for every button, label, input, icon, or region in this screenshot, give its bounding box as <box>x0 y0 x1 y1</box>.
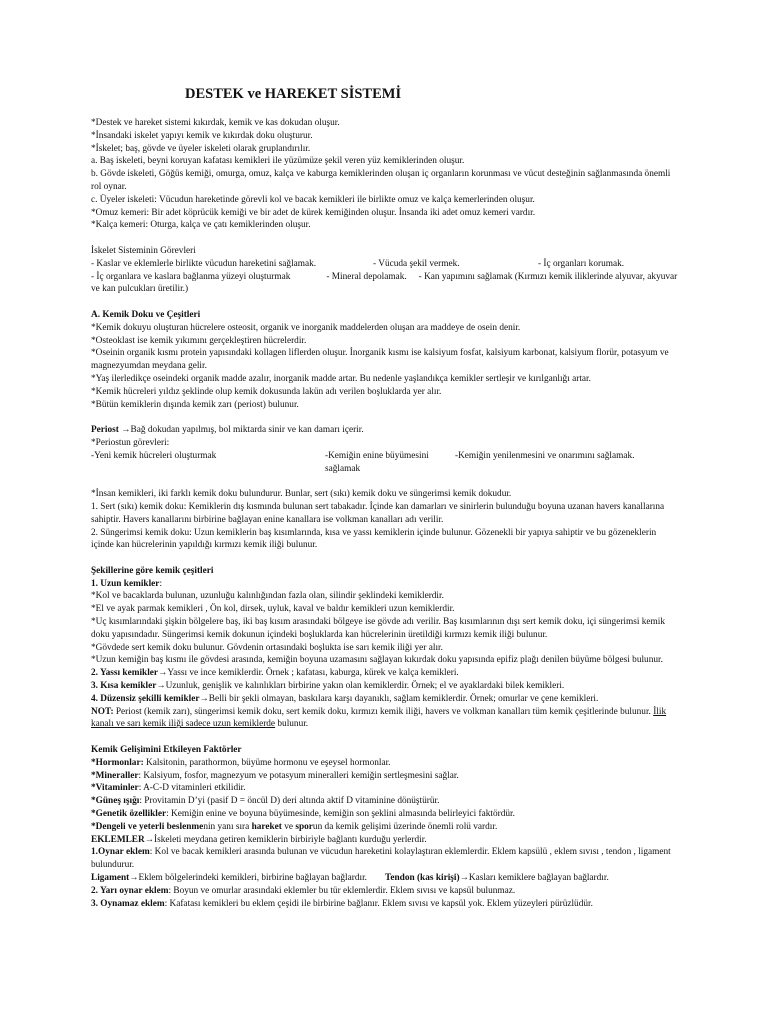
duty-item-b: - Mineral depolamak. <box>326 271 407 282</box>
note-underlined: İlik kanalı ve sarı kemik iliği sadece uzun kemiklerde <box>91 706 667 730</box>
definition: Bağ dokudan yapılmış, bol miktarda sinir ve kan damarı içerir. <box>130 425 364 436</box>
factor-text: Kalsitonin, parathormon, büyüme hormonu ve eşeysel hormonlar. <box>143 757 391 768</box>
paragraph: *Kemik dokuyu oluşturan hücrelere osteosit, organik ve inorganik maddelerden oluşan ara maddeye de osein denir. <box>91 322 521 333</box>
document-title: DESTEK ve HAREKET SİSTEMİ <box>185 86 402 102</box>
paragraph: *Gövdede sert kemik doku bulunur. Gövdenin ortasındaki boşlukta ise sarı kemik iliği yer alır. <box>91 642 443 653</box>
flat-bones-label: 2. Yassı kemikler <box>91 668 159 679</box>
factor-label: *Mineraller <box>91 770 139 781</box>
joint-type-label: 1.Oynar eklem <box>91 847 150 858</box>
factor-text: : Provitamin D’yi (pasif D = öncül D) deri altında aktif D vitaminine dönüştürür. <box>139 796 440 807</box>
term: Periost <box>91 425 119 436</box>
irregular-bones-label: 4. Düzensiz şekilli kemikler <box>91 693 200 704</box>
paragraph: *İskelet; baş, gövde ve üyeler iskeleti olarak gruplandırılır. <box>91 143 311 154</box>
ligament-text: Eklem bölgelerindeki kemikleri, birbirine bağlayan bağlardır. <box>138 873 367 884</box>
duties-section <box>91 245 681 296</box>
paragraph: *İnsandaki iskelet yapıyı kemik ve kıkırdak doku oluşturur. <box>91 130 313 141</box>
duty-item: - Kaslar ve eklemlerle birlikte vücudun hareketini sağlamak. <box>91 258 317 269</box>
long-bones-label: 1. Uzun kemikler <box>91 578 160 589</box>
arrow-icon: → <box>459 873 469 884</box>
section-heading: Kemik Gelişimini Etkileyen Faktörler <box>91 745 242 756</box>
paragraph: *Uç kısımlarındaki şişkin bölgelere baş, iki baş kısım arasındaki bölgeye ise gövde adı verilir. Baş kısımlarının dışı sert kemik doku, içi süngerimsi kemik doku yapısındadır. Süngerimsi kemik dokunun içindeki boşluklarda kan hücrelerinin üretildiği kırmızı kemik iliği bulunur. <box>91 617 665 640</box>
irregular-bones-text: Belli bir şekli olmayan, baskılara karşı dayanıklı, sağlam kemiklerdir. Örnek; omurlar ve çene kemikleri. <box>208 693 599 704</box>
short-bones-text: Uzunluk, genişlik ve kalınlıkları birbirine yakın olan kemiklerdir. Örnek; el ve ayaklardaki bilek kemikleri. <box>165 681 565 692</box>
duty-item: -Kemiğin enine büyümesini sağlamak <box>325 450 429 474</box>
ligament-label: Ligament <box>91 873 130 884</box>
paragraph: *Oseinin organik kısmı protein yapısındaki kollagen liflerden oluşur. İnorganik kısmı ise kalsiyum fosfat, kalsiyum karbonat, kalsiyum florür, potasyum ve magnezyumdan meydana gelir. <box>91 348 669 372</box>
paragraph <box>91 834 681 847</box>
factor-item <box>91 795 681 808</box>
paragraph: *Kalça kemeri: Oturga, kalça ve çatı kemiklerinden oluşur. <box>91 220 311 231</box>
tendon-label: Tendon (kas kirişi) <box>385 873 460 884</box>
note-text: Periost (kemik zarı), süngerimsi kemik doku, sert kemik doku, kırmızı kemik iliği, havers ve volkman kanalları tüm kemik çeşitlerinde bulunur. <box>113 706 654 717</box>
arrow-icon: → <box>158 668 168 679</box>
document-body <box>91 117 681 910</box>
arrow-icon: → <box>121 425 131 436</box>
joints-label: EKLEMLER <box>91 834 145 845</box>
factor-text: nin yanı sıra <box>203 821 252 832</box>
factor-bold: hareket <box>251 821 282 832</box>
paragraph: c. Üyeler iskeleti: Vücudun hareketinde görevli kol ve bacak kemikleri ile birlikte omuz ve kalça kemerlerinden oluşur. <box>91 194 535 205</box>
factor-item <box>91 757 681 770</box>
intro-section <box>91 117 681 232</box>
paragraph: 2. Süngerimsi kemik doku: Uzun kemiklerin baş kısımlarında, kısa ve yassı kemiklerin içinde bulunur. Gözenekli bir yapıya sahiptir ve bu gözeneklerin içinde kan hücrelerinin yapıldığı kırmızı kemik iliği bulunur. <box>91 527 657 551</box>
paragraph: *İnsan kemikleri, iki farklı kemik doku bulundurur. Bunlar, sert (sıkı) kemik doku ve süngerimsi kemik dokudur. <box>91 489 512 500</box>
duty-item: - İç organları korumak. <box>538 258 625 269</box>
factor-item <box>91 821 681 834</box>
paragraph: *Periostun görevleri: <box>91 437 170 448</box>
periost-duties-row <box>91 450 681 476</box>
paragraph: *Omuz kemeri: Bir adet köprücük kemiği ve bir adet de kürek kemiğinden oluşur. İnsanda iki adet omuz kemeri vardır. <box>91 207 536 218</box>
paragraph: *Kemik hücreleri yıldız şeklinde olup kemik dokusunda lakün adı verilen boşluklarda yer alır. <box>91 386 442 397</box>
factor-label: *Genetik özellikler <box>91 809 167 820</box>
arrow-icon: → <box>129 873 139 884</box>
paragraph <box>91 898 681 911</box>
factor-text: : Kalsiyum, fosfor, magnezyum ve potasyum mineralleri kemiğin sertleşmesini sağlar. <box>138 770 459 781</box>
note-end: bulunur. <box>275 719 309 730</box>
factor-bold: spor <box>295 821 313 832</box>
bone-tissue-types <box>91 488 681 552</box>
paragraph: a. Baş iskeleti, beyni koruyan kafatası kemikleri ile yüzümüze şekil veren yüz kemiklerinden oluşur. <box>91 156 465 167</box>
paragraph: *Kol ve bacaklarda bulunan, uzunluğu kalınlığından fazla olan, silindir şeklindeki kemiklerdir. <box>91 591 444 602</box>
periost-section <box>91 424 681 475</box>
joint-type-label: 3. Oynamaz eklem <box>91 898 165 909</box>
factors-section <box>91 744 681 834</box>
joint-type-text: : Kol ve bacak kemikleri arasında bulunan ve vücudun hareketini kolaylaştıran eklemlerdir. Eklem kapsülü , eklem sıvısı , tendon , ligament bulundurur. <box>91 847 671 871</box>
factor-text: : A-C-D vitaminleri etkilidir. <box>138 783 246 794</box>
paragraph <box>91 846 681 872</box>
duty-item: -Yeni kemik hücreleri oluşturmak <box>91 450 217 461</box>
paragraph <box>91 424 681 437</box>
joints-section <box>91 834 681 911</box>
section-heading: Şekillerine göre kemik çeşitleri <box>91 565 214 576</box>
factor-label: *Vitaminler <box>91 783 139 794</box>
joint-type-label: 2. Yarı oynar eklem <box>91 885 169 896</box>
arrow-icon: → <box>144 834 155 845</box>
paragraph: *Bütün kemiklerin dışında kemik zarı (periost) bulunur. <box>91 399 299 410</box>
paragraph <box>91 667 681 680</box>
arrow-icon: → <box>156 681 166 692</box>
paragraph: *Osteoklast ise kemik yıkımını gerçekleştiren hücrelerdir. <box>91 335 307 346</box>
factor-item <box>91 808 681 821</box>
paragraph <box>91 680 681 693</box>
arrow-icon: → <box>199 693 209 704</box>
tendon-text: Kasları kemiklere bağlayan bağlardır. <box>468 873 609 884</box>
factor-text: un da kemik gelişimi üzerinde önemli rolü vardır. <box>312 821 498 832</box>
factor-text: : Kemiğin enine ve boyuna büyümesinde, kemiğin son şeklini almasında belirleyici faktördür. <box>166 809 515 820</box>
duty-item: - Vücuda şekil vermek. <box>373 258 460 269</box>
joint-type-text: : Kafatası kemikleri bu eklem çeşidi ile birbirine bağlanır. Eklem sıvısı ve kapsül yok. Eklem yüzeyleri pürüzlüdür. <box>164 898 593 909</box>
paragraph: *Destek ve hareket sistemi kıkırdak, kemik ve kas dokudan oluşur. <box>91 118 340 128</box>
paragraph <box>91 693 681 706</box>
joints-text: İskeleti meydana getiren kemiklerin birbiriyle bağlantı kurduğu yerlerdir. <box>154 834 427 845</box>
section-heading: İskelet Sisteminin Görevleri <box>91 245 196 256</box>
paragraph: *Uzun kemiğin baş kısmı ile gövdesi arasında, kemiğin boyuna uzamasını sağlayan kıkırdak doku yapısında epifiz plağı denilen büyüme bölgesi bulunur. <box>91 655 663 666</box>
factor-text: ve <box>281 821 296 832</box>
factor-item <box>91 770 681 783</box>
duty-item: -Kemiğin yenilenmesini ve onarımını sağlamak. <box>455 450 635 461</box>
joint-type-text: : Boyun ve omurlar arasındaki eklemler bu tür eklemlerdir. Eklem sıvısı ve kapsül bulunmaz. <box>168 885 516 896</box>
note-label: NOT: <box>91 706 114 717</box>
duties-row <box>91 258 681 271</box>
shapes-section <box>91 565 681 731</box>
paragraph: b. Gövde iskeleti, Göğüs kemiği, omurga, omuz, kalça ve kaburga kemiklerinden oluşan iç organların korunması ve vücut desteğinin sağlanmasında önemli rol oynar. <box>91 169 671 192</box>
colon: : <box>159 578 163 589</box>
factor-label: *Güneş ışığı <box>91 796 140 807</box>
factor-label: *Hormonlar: <box>91 757 144 768</box>
short-bones-label: 3. Kısa kemikler <box>91 681 157 692</box>
paragraph <box>91 872 681 885</box>
note <box>91 706 681 732</box>
section-heading: A. Kemik Doku ve Çeşitleri <box>91 309 201 320</box>
paragraph: *Yaş ilerledikçe oseindeki organik madde azalır, inorganik madde artar. Bu nedenle yaşlandıkça kemikler sertleşir ve kırılganlığı artar. <box>91 373 591 384</box>
tissue-section <box>91 309 681 411</box>
duty-item-a: - İç organlara ve kaslara bağlanma yüzeyi oluşturmak <box>91 271 291 282</box>
duty-item <box>91 271 681 297</box>
subheading <box>91 578 681 591</box>
paragraph: 1. Sert (sıkı) kemik doku: Kemiklerin dış kısmında bulunan sert tabakadır. İçinde kan damarları ve sinirlerin bulunduğu boyuna uzanan havers kanallarına sahiptir. Havers kanallarını birbirine bağlayan enine kanallara ise volkman kanalları adı verilir. <box>91 501 665 525</box>
factor-item <box>91 782 681 795</box>
factor-label: *Dengeli ve yeterli beslenme <box>91 821 204 832</box>
duty-item-c: - Kan yapımını sağlamak (Kırmızı kemik iliklerinde alyuvar, akyuvar ve kan pulcukları üretilir.) <box>91 271 678 295</box>
paragraph: *El ve ayak parmak kemikleri , Ön kol, dirsek, uyluk, kaval ve baldır kemikleri uzun kemiklerdir. <box>91 604 455 615</box>
flat-bones-text: Yassı ve ince kemiklerdir. Örnek ; kafatası, kaburga, kürek ve kalça kemikleri. <box>167 668 459 679</box>
paragraph <box>91 885 681 898</box>
